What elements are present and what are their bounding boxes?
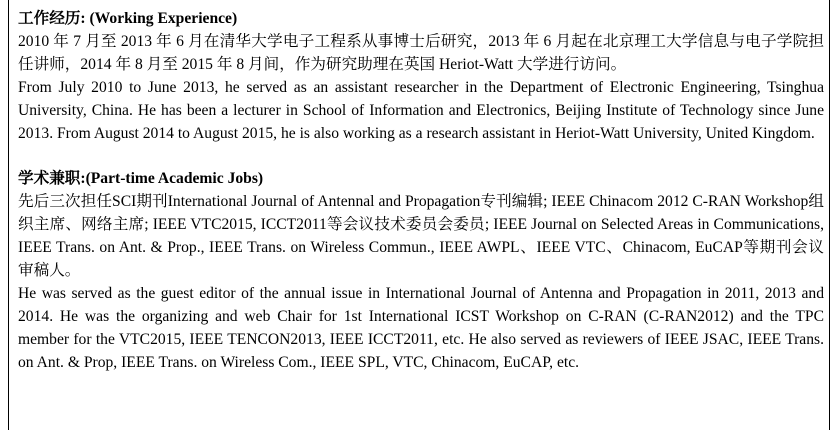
academic-jobs-zh: 先后三次担任SCI期刊International Journal of Antennal and Propagation专刊编辑; IEEE Chinacom 2012 C-RAN Workshop组织主席、网络主席; IEEE VTC2015, ICCT2011等会议技术委员会委员; IEEE Journal on Selected Areas in Communications, IEEE Trans. on Ant. & Prop., IEEE Trans. on Wireless Commun., IEEE AWPL、IEEE VTC、Chinacom, EuCAP等期刊会议审稿人。 xyxy=(18,193,824,279)
working-experience-heading: 工作经历: (Working Experience) xyxy=(18,10,238,27)
academic-jobs-section xyxy=(18,168,824,374)
academic-jobs-heading: 学术兼职:(Part-time Academic Jobs) xyxy=(18,170,264,188)
working-experience-en: From July 2010 to June 2013, he served as an assistant researcher in the Department of Electronic Engineering, Tsinghua University, China. He has been a lecturer in School of Information and Electronics, Beijing Institute of Technology since June 2013. From August 2014 to August 2015, he is also working as a research assistant in Heriot-Watt University, United Kingdom. xyxy=(18,78,824,142)
working-experience-section xyxy=(18,8,824,145)
section-spacer xyxy=(18,145,824,168)
working-experience-zh: 2010 年 7 月至 2013 年 6 月在清华大学电子工程系从事博士后研究，2013 年 6 月起在北京理工大学信息与电子学院担任讲师，2014 年 8 月至 2015 年 8 月间，作为研究助理在英国 Heriot-Watt 大学进行访问。 xyxy=(18,32,824,73)
cv-content xyxy=(18,8,824,374)
academic-jobs-en: He was served as the guest editor of the annual issue in International Journal of Antenna and Propagation in 2011, 2013 and 2014. He was the organizing and web Chair for 1st International ICST Workshop on C-RAN (C-RAN2012) and the TPC member for the VTC2015, IEEE TENCON2013, IEEE ICCT2011, etc. He also served as reviewers of IEEE JSAC, IEEE Trans. on Ant. & Prop, IEEE Trans. on Wireless Com., IEEE SPL, VTC, Chinacom, EuCAP, etc. xyxy=(18,284,824,371)
